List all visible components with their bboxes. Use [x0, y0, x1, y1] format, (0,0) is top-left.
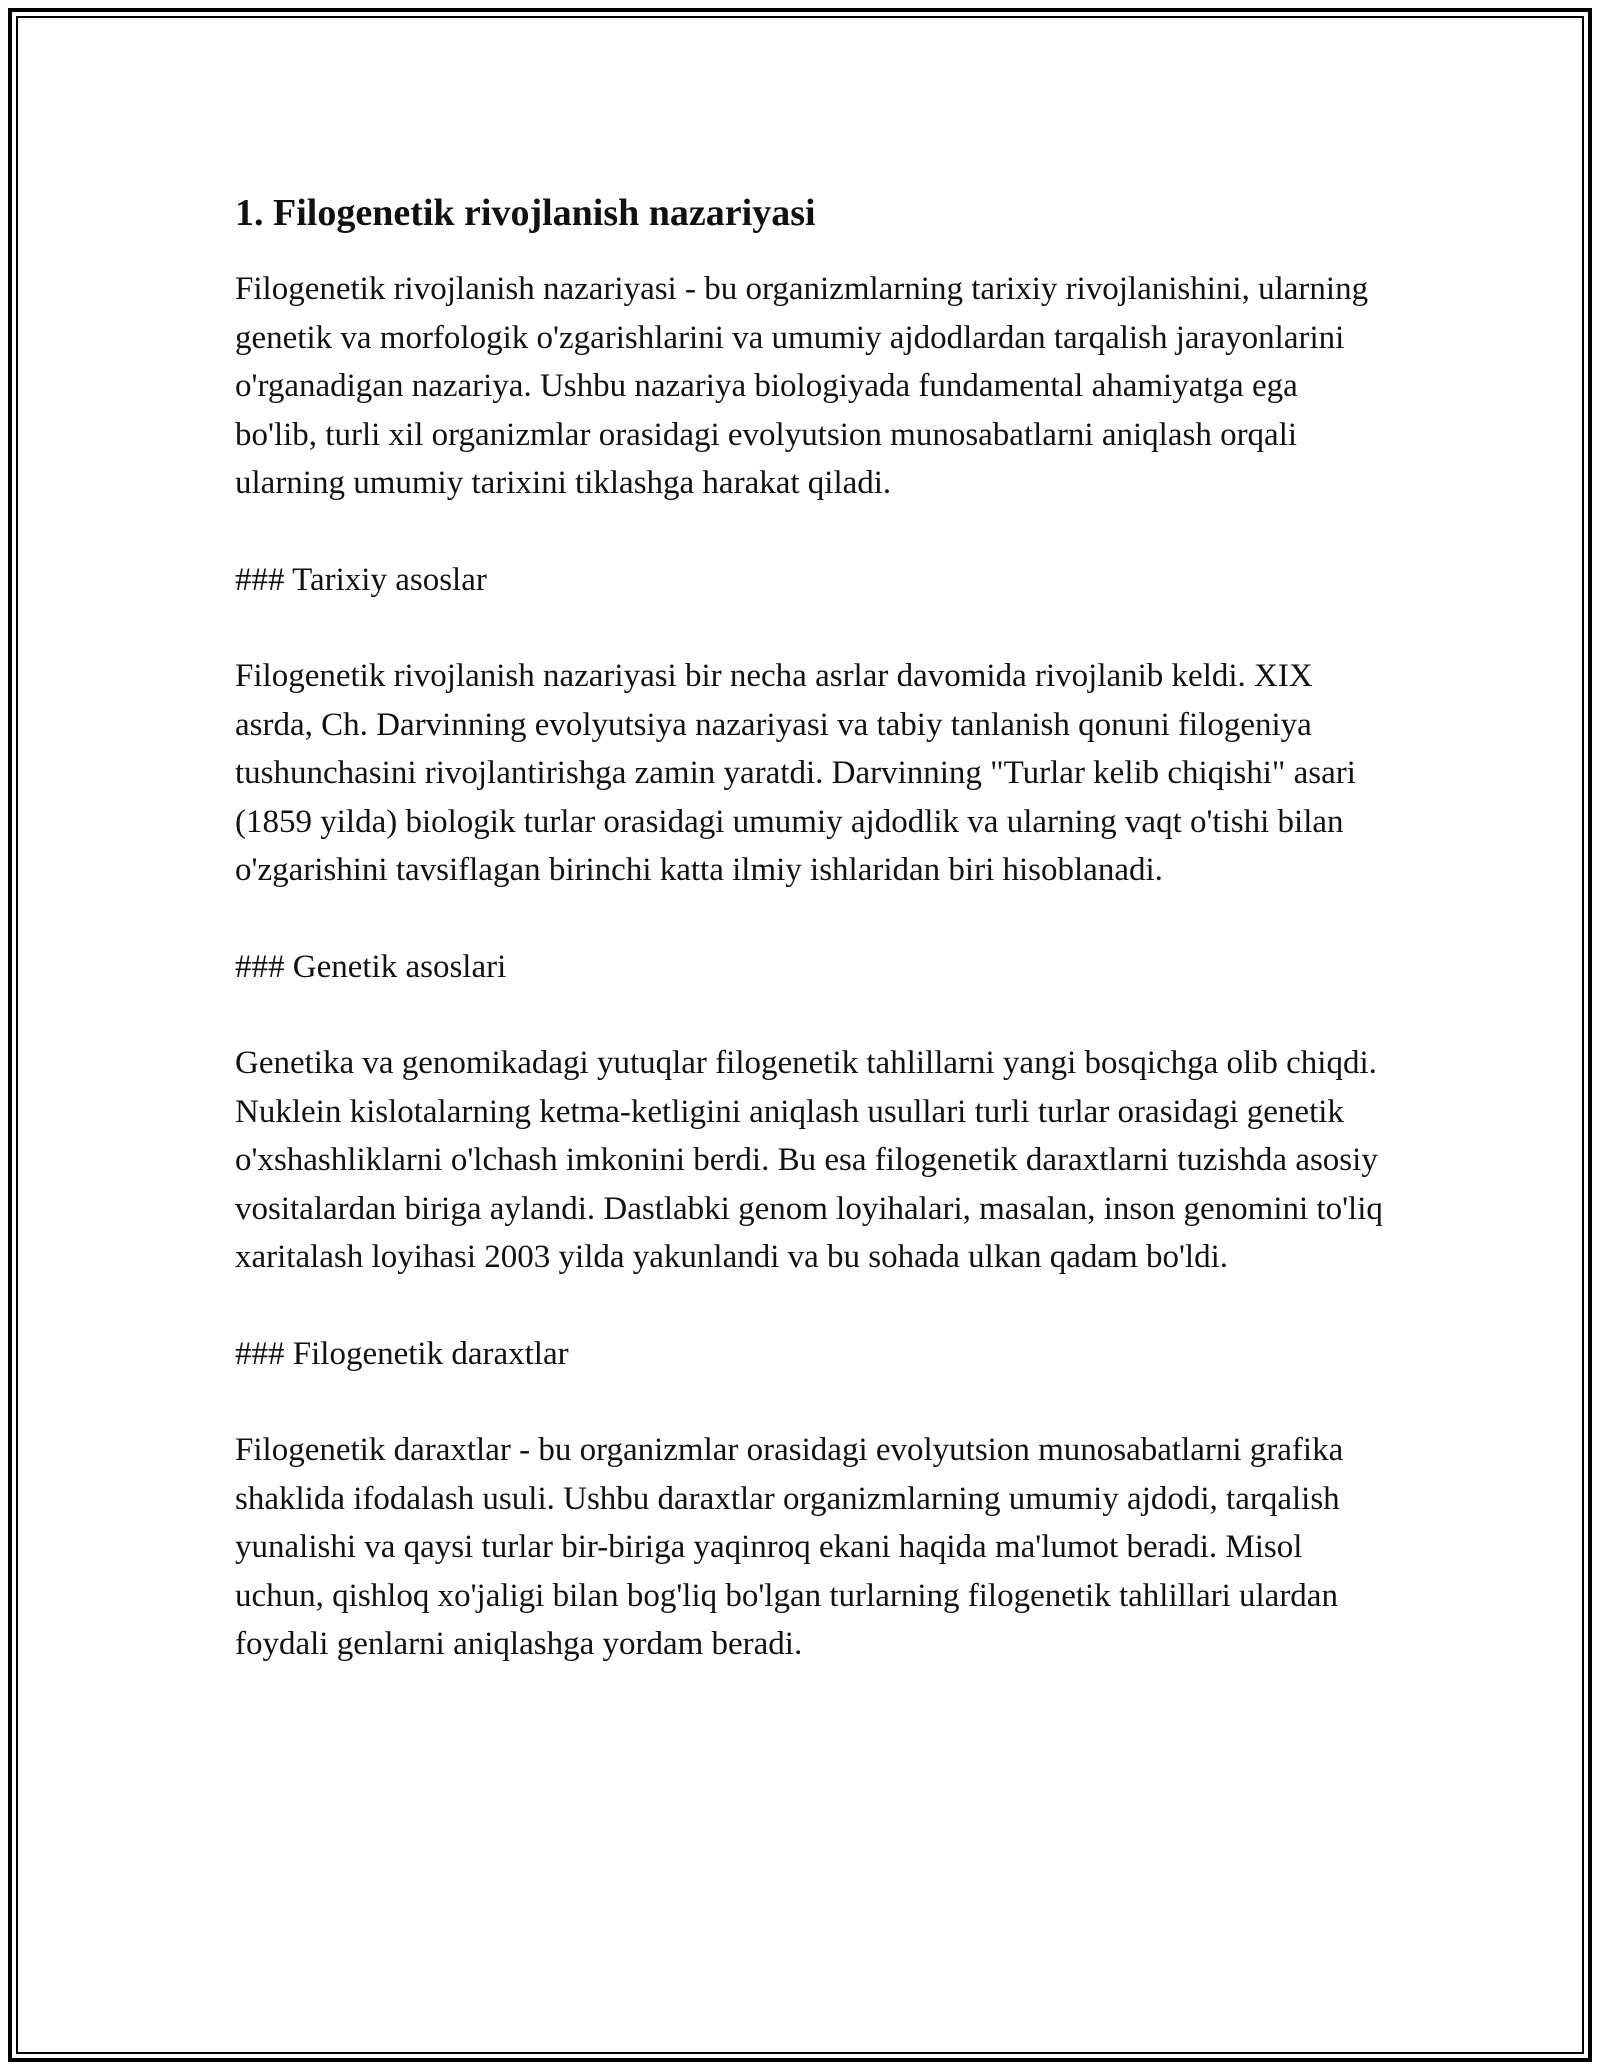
document-title: 1. Filogenetik rivojlanish nazariyasi	[235, 192, 816, 234]
section-heading-filogenetik-daraxtlar: ### Filogenetik daraxtlar	[235, 1335, 569, 1372]
section-body-genetik-asoslari: Genetika va genomikadagi yutuqlar filogenetik tahlillarni yangi bosqichga olib chiqdi. Nuklein kislotalarning ketma-ketligini aniqlash usullari turli turlar orasidagi genetik o'xshashliklarni o'lchash imkonini berdi. Bu esa filogenetik daraxtlarni tuzishda asosiy vositalardan biriga aylandi. Dastlabki genom loyihalari, masalan, inson genomini to'liq xaritalash loyihasi 2003 yilda yakunlandi va bu sohada ulkan qadam bo'ldi.	[235, 1045, 1383, 1275]
section-heading-tarixiy-asoslar: ### Tarixiy asoslar	[235, 561, 487, 598]
intro-paragraph: Filogenetik rivojlanish nazariyasi - bu organizmlarning tarixiy rivojlanishini, ularning genetik va morfologik o'zgarishlarini va umumiy ajdodlardan tarqalish jarayonlarini o'rganadigan nazariya. Ushbu nazariya biologiyada fundamental ahamiyatga ega bo'lib, turli xil organizmlar orasidagi evolyutsion munosabatlarni aniqlash orqali ularning umumiy tarixini tiklashga harakat qiladi.	[235, 271, 1369, 501]
section-body-tarixiy-asoslar: Filogenetik rivojlanish nazariyasi bir necha asrlar davomida rivojlanib keldi. XIX asrda, Ch. Darvinning evolyutsiya nazariyasi va tabiy tanlanish qonuni filogeniya tushunchasini rivojlantirishga zamin yaratdi. Darvinning "Turlar kelib chiqishi" asari (1859 yilda) biologik turlar orasidagi umumiy ajdodlik va ularning vaqt o'tishi bilan o'zgarishini tavsiflagan birinchi katta ilmiy ishlaridan biri hisoblanadi.	[235, 658, 1356, 888]
section-heading-genetik-asoslari: ### Genetik asoslari	[235, 948, 507, 985]
document-body	[235, 185, 1385, 1669]
section-body-filogenetik-daraxtlar: Filogenetik daraxtlar - bu organizmlar orasidagi evolyutsion munosabatlarni grafika shaklida ifodalash usuli. Ushbu daraxtlar organizmlarning umumiy ajdodi, tarqalish yunalishi va qaysi turlar bir-biriga yaqinroq ekani haqida ma'lumot beradi. Misol uchun, qishloq xo'jaligi bilan bog'liq bo'lgan turlarning filogenetik tahlillari ulardan foydali genlarni aniqlashga yordam beradi.	[235, 1432, 1344, 1662]
